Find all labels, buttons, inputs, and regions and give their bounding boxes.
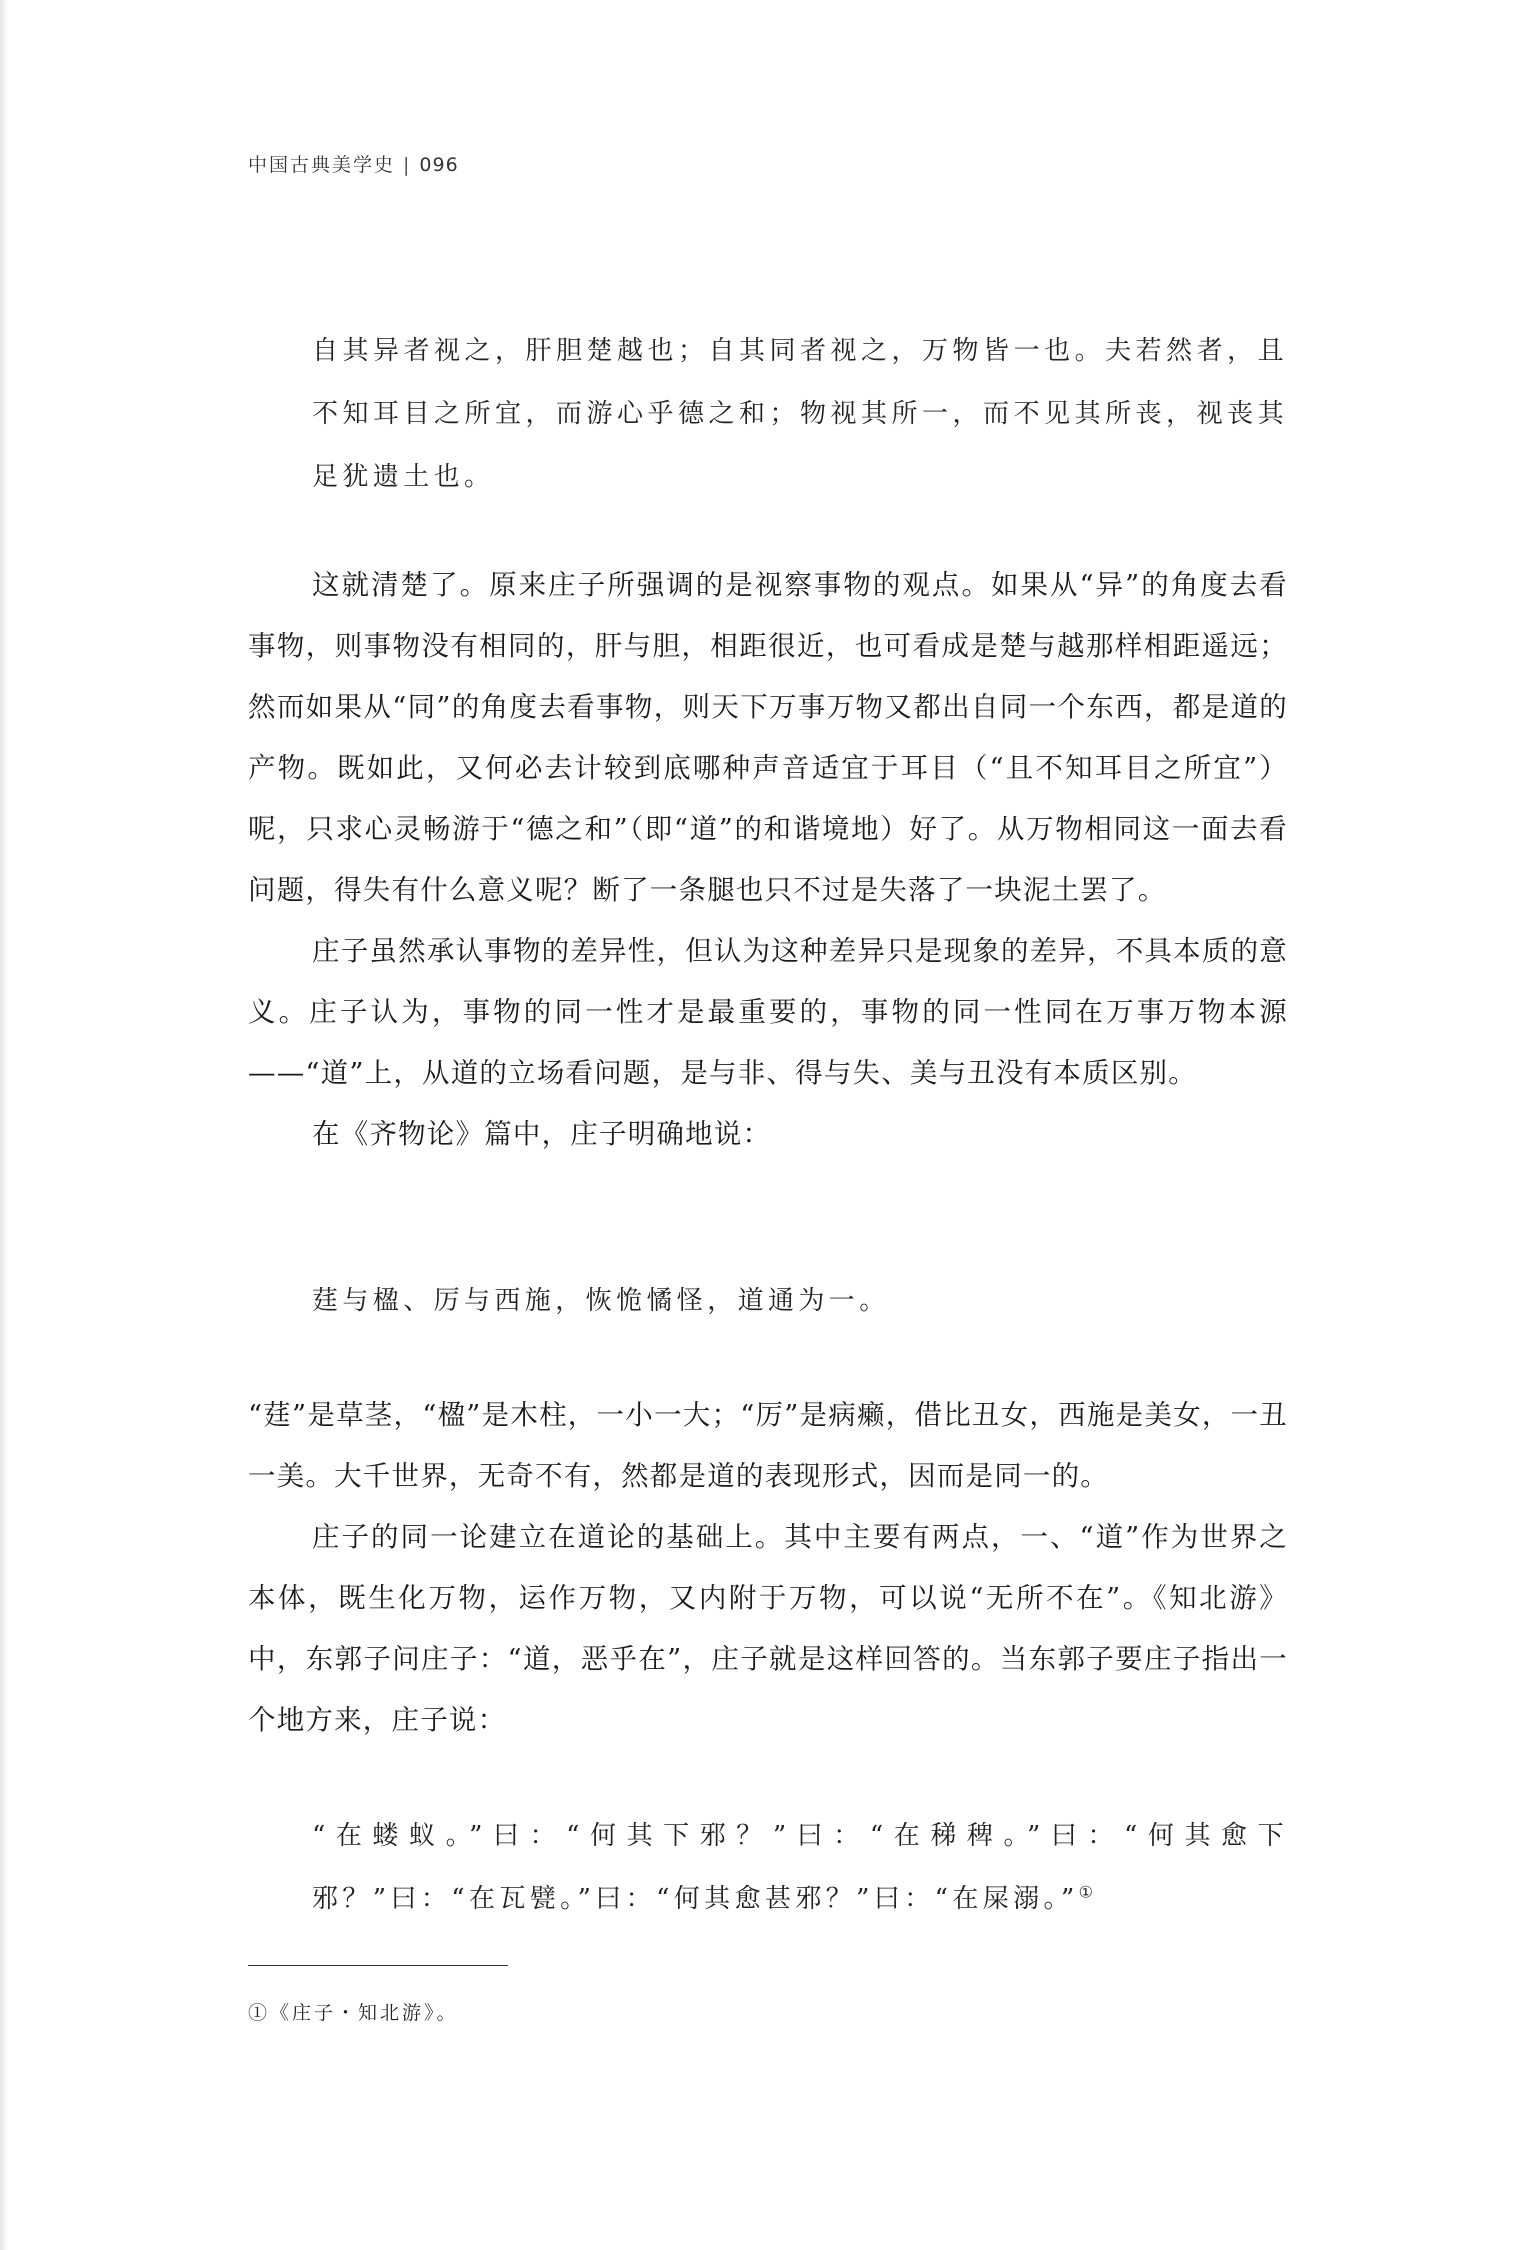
paragraph-1: 这就清楚了。原来庄子所强调的是视察事物的观点。如果从“异”的角度去看事物，则事物没有相同的，肝与胆，相距很近，也可看成是楚与越那样相距遥远；然而如果从“同”的角度去看事物，则天下万事万物又都出自同一个东西，都是道的产物。既如此，又何必去计较到底哪种声音适宜于耳目（“且不知耳目之所宜”）呢，只求心灵畅游于“德之和”（即“道”的和谐境地）好了。从万物相同这一面去看问题，得失有什么意义呢？断了一条腿也只不过是失落了一块泥土罢了。 xyxy=(248,569,1288,906)
header-separator: | xyxy=(403,154,412,176)
paragraph-4: “莛”是草茎，“楹”是木柱，一小一大；“厉”是病癞，借比丑女，西施是美女，一丑一美。大千世界，无奇不有，然都是道的表现形式，因而是同一的。 xyxy=(248,1399,1288,1492)
block-quote-3-text: “在蝼蚁。”曰：“何其下邪？”曰：“在稊稗。”曰：“何其愈下邪？”曰：“在瓦甓。”曰：“何其愈甚邪？”曰：“在屎溺。” xyxy=(312,1821,1288,1914)
paragraph-5: 庄子的同一论建立在道论的基础上。其中主要有两点，一、“道”作为世界之本体，既生化万物，运作万物，又内附于万物，可以说“无所不在”。《知北游》中，东郭子问庄子：“道，恶乎在”，庄子就是这样回答的。当东郭子要庄子指出一个地方来，庄子说： xyxy=(248,1521,1288,1736)
footnote-divider xyxy=(248,1965,508,1966)
paragraph-2: 庄子虽然承认事物的差异性，但认为这种差异只是现象的差异，不具本质的意义。庄子认为，事物的同一性才是最重要的，事物的同一性同在万事万物本源——“道”上，从道的立场看问题，是与非、得与失、美与丑没有本质区别。 xyxy=(248,935,1288,1089)
block-quote-3 xyxy=(312,1805,1288,1931)
page-edge-shadow xyxy=(0,0,8,2250)
running-head xyxy=(248,150,459,177)
body-text-1 xyxy=(248,555,1288,1165)
footnote-marker: ① xyxy=(248,2002,271,2024)
page-number: 096 xyxy=(419,154,459,176)
book-title: 中国古典美学史 xyxy=(248,154,396,176)
footnote xyxy=(248,1998,459,2025)
footnote-text: 《庄子・知北游》。 xyxy=(270,2002,459,2024)
footnote-reference-marker[interactable]: ① xyxy=(1078,1882,1093,1902)
paragraph-3: 在《齐物论》篇中，庄子明确地说： xyxy=(312,1118,772,1150)
block-quote-1: 自其异者视之，肝胆楚越也；自其同者视之，万物皆一也。夫若然者，且不知耳目之所宜，而游心乎德之和；物视其所一，而不见其所丧，视丧其足犹遗土也。 xyxy=(312,336,1288,492)
block-quote-2: 莛与楹、厉与西施，恢恑憰怪，道通为一。 xyxy=(312,1286,890,1316)
body-text-2 xyxy=(248,1385,1288,1751)
